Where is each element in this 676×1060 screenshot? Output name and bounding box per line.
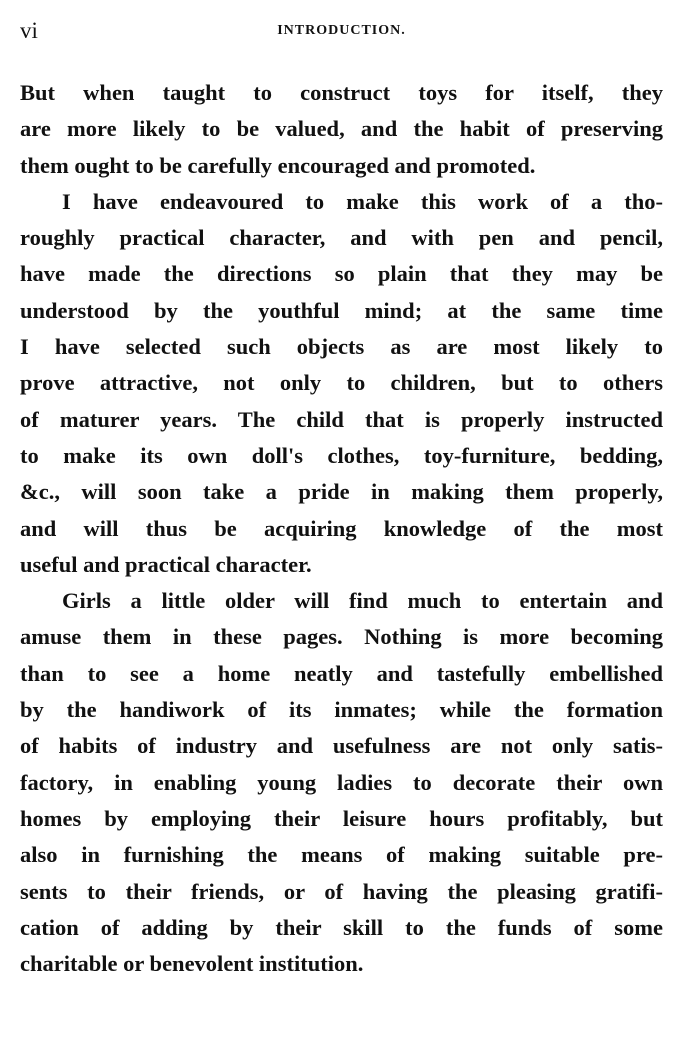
text-line: of maturer years. The child that is properly instructed [20, 406, 663, 432]
paragraph-3 [20, 583, 663, 982]
text-line: &c., will soon take a pride in making them properly, [20, 479, 663, 505]
paragraph-2 [20, 184, 663, 583]
text-line: to make its own doll's clothes, toy-furniture, bedding, [20, 442, 663, 468]
text-line: roughly practical character, and with pen and pencil, [20, 225, 663, 251]
text-line: Girls a little older will find much to entertain and [62, 588, 663, 614]
text-line: factory, in enabling young ladies to decorate their own [20, 769, 663, 795]
text-line: understood by the youthful mind; at the same time [20, 297, 663, 323]
text-line: than to see a home neatly and tastefully embellished [20, 660, 663, 686]
body-text [20, 75, 663, 982]
text-line: useful and practical character. [20, 551, 312, 577]
page-number: vi [20, 18, 38, 43]
text-line: charitable or benevolent institution. [20, 951, 364, 977]
running-head [20, 14, 663, 48]
text-line: amuse them in these pages. Nothing is more becoming [20, 624, 663, 650]
text-line: But when taught to construct toys for itself, they [20, 80, 663, 105]
book-page [20, 14, 663, 982]
text-line: have made the directions so plain that they may be [20, 261, 663, 287]
text-line: prove attractive, not only to children, but to others [20, 370, 663, 396]
text-line: by the handiwork of its inmates; while the formation [20, 697, 663, 723]
text-line: sents to their friends, or of having the pleasing gratifi- [20, 878, 663, 904]
paragraph-1 [20, 75, 663, 184]
text-line: them ought to be carefully encouraged and promoted. [20, 152, 536, 178]
text-line: I have selected such objects as are most likely to [20, 334, 663, 360]
text-line: and will thus be acquiring knowledge of the most [20, 515, 663, 541]
text-line: homes by employing their leisure hours profitably, but [20, 805, 663, 831]
text-line: are more likely to be valued, and the habit of preserving [20, 116, 663, 142]
text-line: cation of adding by their skill to the funds of some [20, 914, 663, 940]
text-line: I have endeavoured to make this work of a tho- [62, 188, 663, 214]
text-line: of habits of industry and usefulness are not only satis- [20, 733, 663, 759]
running-title: INTRODUCTION. [277, 23, 406, 38]
text-line: also in furnishing the means of making suitable pre- [20, 842, 663, 868]
